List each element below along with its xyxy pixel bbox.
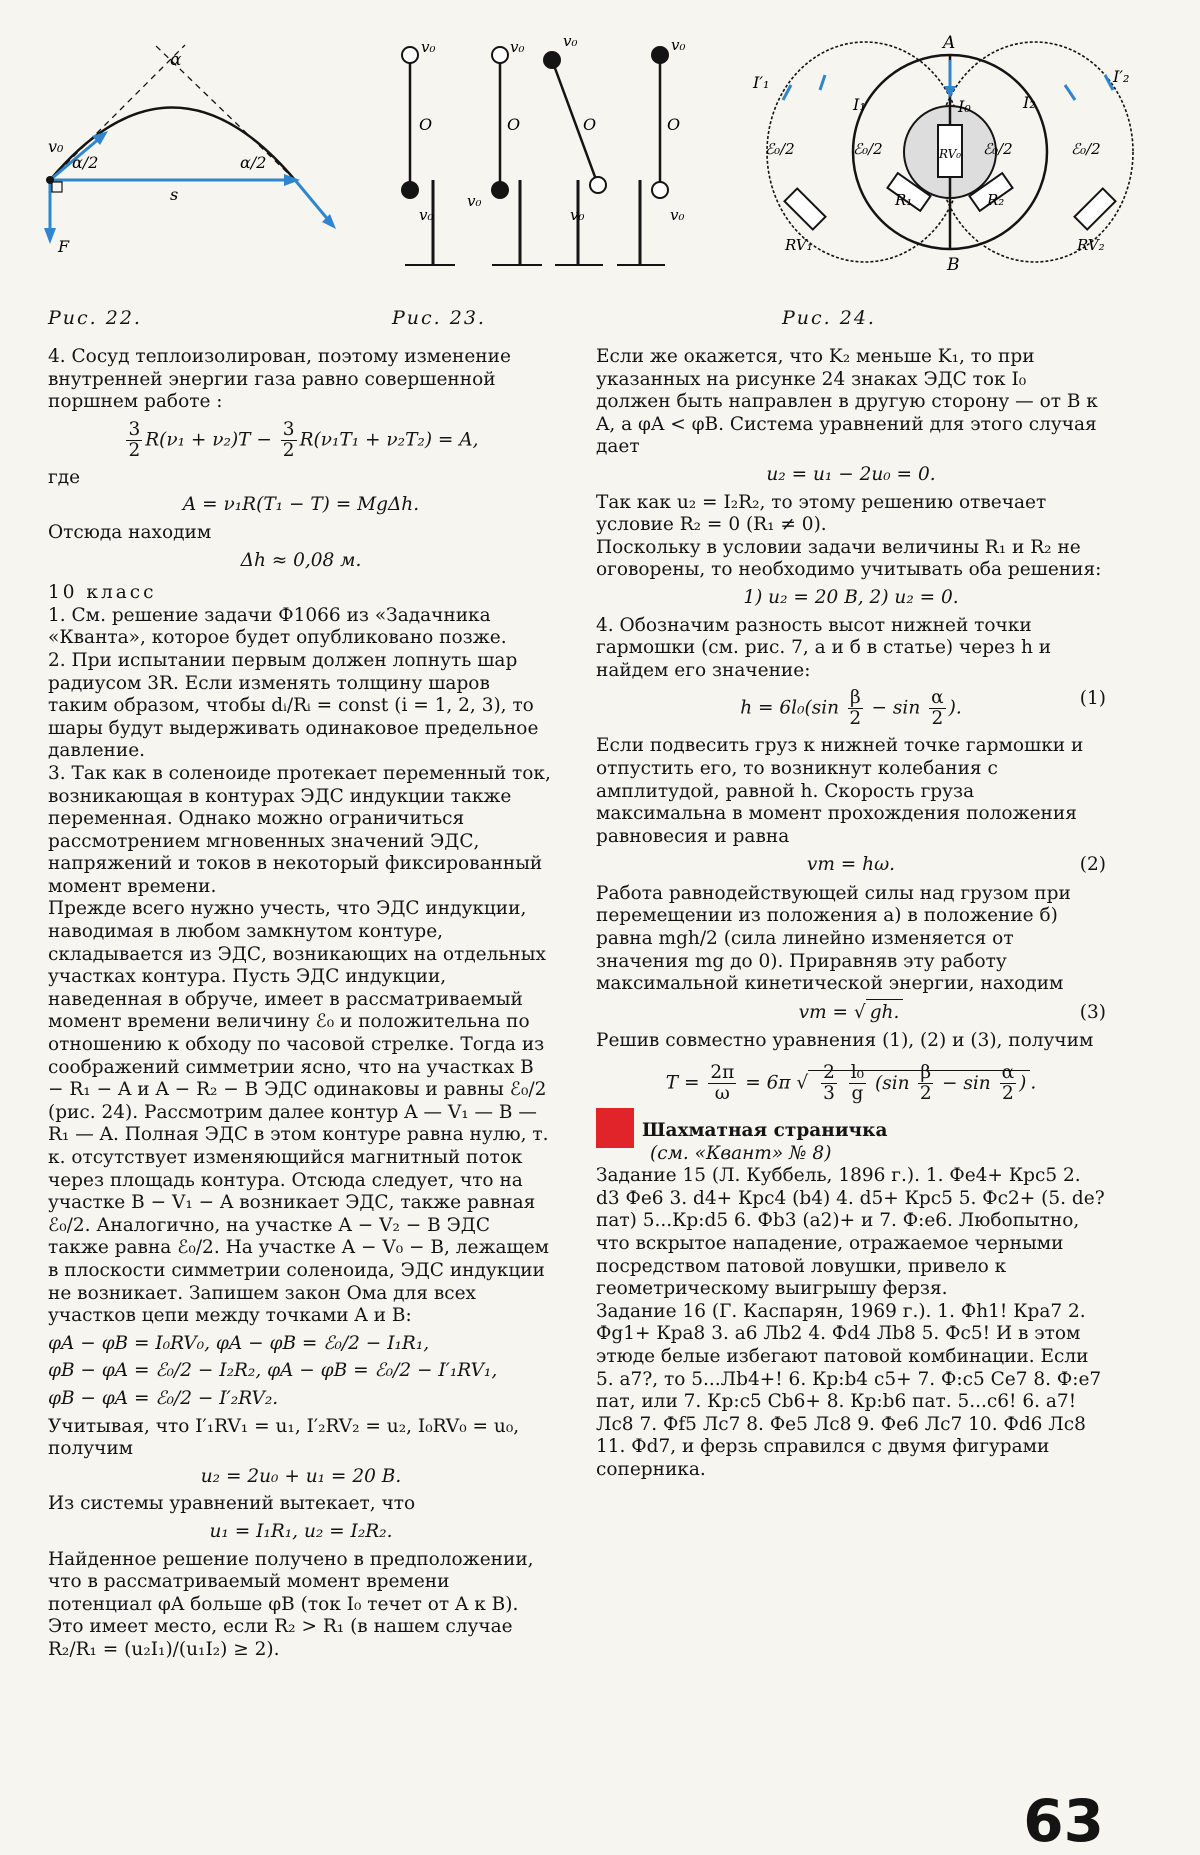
fig24-i1: I₁: [853, 95, 866, 114]
equation-work: A = ν₁R(T₁ − T) = MgΔh.: [182, 494, 420, 516]
fig24-e4: ℰ₀/2: [1071, 140, 1101, 158]
since2-text: Поскольку в условии задачи величины R₁ и R₂ не оговорены, то необходимо учитывать оба решения:: [596, 536, 1102, 581]
solve-text: Решив совместно уравнения (1), (2) и (3), получим: [596, 1030, 1094, 1052]
equation-u2: u₂ = 2u₀ + u₁ = 20 В.: [200, 1465, 402, 1487]
fig23-v0-d: v₀: [467, 192, 482, 210]
equation-energy: $\frac{3}{2}$ R(ν₁ + ν₂)T − $\frac{3}{2}$ R(ν₁T₁ + ν₂T₂) = A,: [128, 418, 479, 461]
fig23-v0-c: v₀: [510, 38, 525, 56]
from-system-text: Из системы уравнений вытекает, что: [48, 1493, 416, 1515]
left-column: [48, 346, 554, 1661]
fig22-alpha-label: α: [170, 50, 182, 70]
equation-period: T = $\frac{2\pi}{\omega}$ = 6π √ $\frac{2}{3}$ $\frac{\text{l₀}}{g}$ (sin $\frac{\beta}{2}$ − sin $\frac{\alpha}{2}$ ) .: [665, 1062, 1037, 1105]
paragraph-4-right: 4. Обозначим разность высот нижней точки гармошки (см. рис. 7, а и б в статье) через h и найдем его значение:: [596, 614, 1052, 681]
chess-task-16: Задание 16 (Г. Каспарян, 1969 г.). 1. Фh1! Кра7 2. Фg1+ Кра8 3. а6 Лb2 4. Фd4 Лb8 5. Фс5! И в этом этюде белые избегают патовой комбинации. Если 5. а7?, то 5...Лb4+! 6. Кр:b4 с5+ 7. Ф:с5 Се7 8. Ф:е7 пат, или 7. Кр:с5 Сb6+ 8. Кр:b6 пат. 5...с6! 6. а7! Лс8 7. Фf5 Лс7 8. Фе5 Лс8 9. Фе6 Лс7 10. Фd6 Лс8 11. Фd7, и ферзь справился с двумя фигурами соперника.: [596, 1300, 1102, 1480]
page-number: 63: [1023, 1787, 1104, 1855]
fig22-v0-label: v₀: [48, 137, 64, 156]
fig22-caption: Рис. 22.: [48, 307, 142, 329]
fig23-v0-f: v₀: [570, 206, 585, 224]
ohm-line-1: φA − φB = I₀RV₀, φA − φB = ℰ₀/2 − I₁R₁,: [48, 1332, 430, 1354]
fig24-r1: R₁: [895, 191, 913, 209]
fig24-e2: ℰ₀/2: [853, 140, 883, 158]
figure-22: [30, 30, 370, 280]
where-label: где: [48, 466, 81, 488]
fig24-e1: ℰ₀/2: [765, 140, 795, 158]
figure-24: [753, 30, 1140, 275]
both-solutions: 1) u₂ = 20 В, 2) u₂ = 0.: [743, 586, 959, 608]
fig24-i2: I₂: [1023, 93, 1036, 112]
equation-h: h = 6l₀(sin $\frac{\beta}{2}$ − sin $\frac{\alpha}{2}$ ). (1): [740, 687, 1106, 730]
chess-task-15: Задание 15 (Л. Куббель, 1896 г.). 1. Фе4+ Крс5 2. d3 Фе6 3. d4+ Крс4 (b4) 4. d5+ Крс5 5. Фс2+ (5. de? пат) 5...Кр:d5 6. Фb3 (a2)+ и 7. Ф:е6. Любопытно, что вскрытое нападение, отражаемое черными посредством патовой ловушки, привело к геометрическому выигрышу ферзя.: [596, 1165, 1105, 1300]
fig24-rv2: RV₂: [1077, 236, 1105, 254]
considering-text: Учитывая, что I′₁RV₁ = u₁, I′₂RV₂ = u₂, I₀RV₀ = u₀, получим: [48, 1415, 520, 1460]
fig23-o-c: O: [583, 115, 597, 134]
equation-u1: u₁ = I₁R₁, u₂ = I₂R₂.: [209, 1520, 393, 1542]
fig24-rv0: RV₀: [939, 147, 962, 161]
equation-dh: Δh ≈ 0,08 м.: [240, 549, 362, 571]
fig24-i1p: I′₁: [753, 73, 770, 92]
chess-title: Шахматная страничка: [642, 1120, 888, 1142]
fig22-s-label: s: [170, 185, 179, 204]
fig24-i0: I₀: [958, 97, 971, 116]
if-k2-text: Если же окажется, что K₂ меньше K₁, то при указанных на рисунке 24 знаках ЭДС ток I₀ должен быть направлен в другую сторону — от B к A, а φA < φB. Система уравнений для этого случая дает: [596, 346, 1098, 458]
fig23-caption: Рис. 23.: [392, 307, 486, 329]
figure-23: [395, 30, 735, 280]
equation-vm: vm = hω. (2): [806, 854, 1106, 876]
chess-header: [596, 1120, 1106, 1165]
fig22-half-alpha-right: α/2: [240, 153, 267, 172]
fig24-i2p: I′₂: [1113, 67, 1130, 86]
ohm-line-3: φB − φA = ℰ₀/2 − I′₂RV₂.: [48, 1387, 279, 1409]
fig23-o-a: O: [419, 115, 433, 134]
since-text: Так как u₂ = I₂R₂, то этому решению отвечает условие R₂ = 0 (R₁ ≠ 0).: [596, 491, 1047, 536]
fig24-e3: ℰ₀/2: [983, 140, 1013, 158]
found-solution-text: Найденное решение получено в предположении, что в рассматриваемый момент времени потенциал φA больше φB (ток I₀ течет от A к B). Это имеет место, если R₂ > R₁ (в нашем случае R₂/R₁ = (u₂I₁)/(u₁I₂) ≥ 2).: [48, 1548, 534, 1660]
fig23-v0-b: v₀: [419, 206, 434, 224]
if-hang-text: Если подвесить груз к нижней точке гармошки и отпустить его, то возникнут колебания с амплитудой, равной h. Скорость груза максимальна в момент прохождения положения равновесия и равна: [596, 735, 1084, 847]
paragraph-1: 1. См. решение задачи Ф1066 из «Задачника «Кванта», которое будет опубликовано позже.: [48, 604, 507, 649]
chess-subtitle: (см. «Квант» № 8): [650, 1142, 832, 1164]
right-column: [596, 346, 1106, 1482]
fig24-r2: R₂: [987, 191, 1005, 209]
fig22-half-alpha-left: α/2: [72, 153, 99, 172]
paragraph-3b: Прежде всего нужно учесть, что ЭДС индукции, наводимая в любом замкнутом контуре, складывается из ЭДС, возникающих на отдельных участках контура. Пусть ЭДС индукции, наведенная в обруче, имеет в рассматриваемый момент времени величину ℰ₀ и положительна по отношению к обходу по часовой стрелке. Тогда из соображений симметрии ясно, что на участках B − R₁ − A и A − R₂ − B ЭДС одинаковы и равны ℰ₀/2 (рис. 24). Рассмотрим далее контур A — V₁ — B — R₁ — A. Полная ЭДС в этом контуре равна нулю, т. к. отсутствует изменяющийся магнитный поток через площадь контура. Отсюда следует, что на участке B − V₁ − A возникает ЭДС, также равная ℰ₀/2. Аналогично, на участке A − V₂ − B ЭДС также равна ℰ₀/2. На участке A − V₀ − B, лежащем в плоскости симметрии соленоида, ЭДС индукции не возникает. Запишем закон Ома для всех участков цепи между точками A и B:: [48, 898, 550, 1327]
ohm-line-2: φB − φA = ℰ₀/2 − I₂R₂, φA − φB = ℰ₀/2 − I′₁RV₁,: [48, 1360, 498, 1382]
equation-vm-sqrt: vm = √ gh. (3): [596, 1002, 1106, 1025]
fig23-o-b: O: [507, 115, 521, 134]
equation-u2b: u₂ = u₁ − 2u₀ = 0.: [766, 463, 936, 485]
chess-red-square: [596, 1108, 634, 1148]
paragraph-3a: 3. Так как в соленоиде протекает переменный ток, возникающая в контурах ЭДС индукции также переменная. Однако можно ограничиться рассмотрением мгновенных значений ЭДС, напряжений и токов в некоторый фиксированный момент времени.: [48, 762, 551, 897]
fig23-v0-g: v₀: [671, 36, 686, 54]
fig24-rv1: RV₁: [785, 236, 813, 254]
fig23-v0-h: v₀: [670, 206, 685, 224]
fig24-b: B: [947, 255, 960, 275]
fig23-o-d: O: [667, 115, 681, 134]
fig23-v0-e: v₀: [563, 32, 578, 50]
grade-heading: 10 класс: [48, 582, 157, 604]
hence-label: Отсюда находим: [48, 521, 212, 543]
fig22-f-label: F: [58, 237, 70, 256]
fig24-caption: Рис. 24.: [782, 307, 876, 329]
fig23-v0-a: v₀: [421, 38, 436, 56]
paragraph-4-intro: 4. Сосуд теплоизолирован, поэтому изменение внутренней энергии газа равно совершенной поршнем работе :: [48, 346, 511, 413]
fig24-a: A: [943, 33, 956, 53]
paragraph-2: 2. При испытании первым должен лопнуть шар радиусом 3R. Если изменять толщину шаров таким образом, чтобы dᵢ/Rᵢ = const (i = 1, 2, 3), то шары будут выдерживать одинаковое предельное давление.: [48, 649, 539, 762]
work-text: Работа равнодействующей силы над грузом при перемещении из положения а) в положение б) равна mgh/2 (сила линейно изменяется от значения mg до 0). Приравняв эту работу максимальной кинетической энергии, находим: [596, 882, 1071, 995]
